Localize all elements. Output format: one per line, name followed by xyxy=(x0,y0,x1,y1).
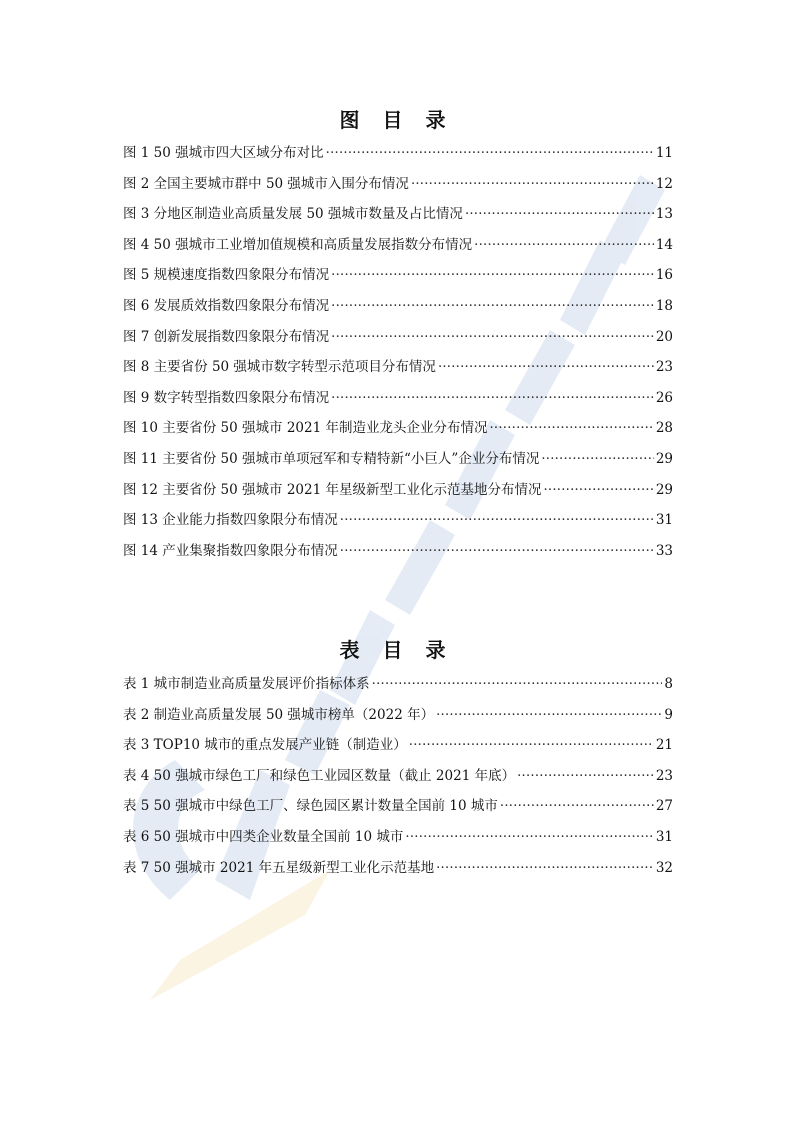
figure-entry-label: 图 7 创新发展指数四象限分布情况 xyxy=(123,328,330,345)
table-entry-label: 表 1 城市制造业高质量发展评价指标体系 xyxy=(123,676,370,692)
figure-entry-page-number: 29 xyxy=(655,481,673,498)
dot-leader xyxy=(340,510,654,524)
dot-leader xyxy=(474,235,654,249)
figure-entry-page-number: 28 xyxy=(655,420,673,437)
figure-entry-label: 图 10 主要省份 50 强城市 2021 年制造业龙头企业分布情况 xyxy=(123,420,488,437)
figure-entry-label: 图 14 产业集聚指数四象限分布情况 xyxy=(123,542,338,559)
table-entry[interactable] xyxy=(123,827,673,858)
dot-leader xyxy=(436,705,662,719)
figure-entry[interactable] xyxy=(123,143,673,174)
watermark-yellow-strokes xyxy=(150,870,330,1000)
figure-entry-label: 图 13 企业能力指数四象限分布情况 xyxy=(123,512,338,529)
dot-leader xyxy=(411,174,654,188)
dot-leader xyxy=(405,827,653,841)
figure-entry-page-number: 18 xyxy=(655,297,673,314)
figure-entry-label: 图 12 主要省份 50 强城市 2021 年星级新型工业化示范基地分布情况 xyxy=(123,481,542,498)
table-entry[interactable] xyxy=(123,674,673,705)
table-entry-page-number: 21 xyxy=(655,737,673,754)
dot-leader xyxy=(331,327,654,341)
figure-entry[interactable] xyxy=(123,357,673,388)
figure-entry-label: 图 11 主要省份 50 强城市单项冠军和专精特新“小巨人”企业分布情况 xyxy=(123,450,540,467)
table-entry-label: 表 4 50 强城市绿色工厂和绿色工业园区数量（截止 2021 年底） xyxy=(123,767,516,784)
table-entry[interactable] xyxy=(123,705,673,736)
dot-leader xyxy=(500,796,654,810)
table-entry-label: 表 5 50 强城市中绿色工厂、绿色园区累计数量全国前 10 城市 xyxy=(123,798,498,815)
table-entry-page-number: 9 xyxy=(664,706,673,723)
figure-entry-page-number: 33 xyxy=(655,542,673,559)
figures-list xyxy=(123,143,673,571)
figure-entry-label: 图 5 规模速度指数四象限分布情况 xyxy=(123,267,330,284)
figure-entry[interactable] xyxy=(123,265,673,296)
figure-entry-page-number: 11 xyxy=(655,145,673,161)
dot-leader xyxy=(331,265,654,279)
figure-entry-page-number: 26 xyxy=(655,389,673,406)
table-entry-page-number: 23 xyxy=(655,767,673,784)
table-entry-page-number: 31 xyxy=(655,828,673,845)
figure-entry[interactable] xyxy=(123,449,673,480)
figure-entry-page-number: 12 xyxy=(655,175,673,192)
table-entry-label: 表 6 50 强城市中四类企业数量全国前 10 城市 xyxy=(123,828,404,845)
figure-entry[interactable] xyxy=(123,510,673,541)
table-entry-page-number: 27 xyxy=(655,798,673,815)
dot-leader xyxy=(326,143,654,157)
table-entry[interactable] xyxy=(123,796,673,827)
dot-leader xyxy=(517,766,654,780)
table-entry-page-number: 8 xyxy=(664,676,673,692)
figure-entry[interactable] xyxy=(123,204,673,235)
figure-entry-label: 图 6 发展质效指数四象限分布情况 xyxy=(123,297,330,314)
figure-entry-label: 图 1 50 强城市四大区域分布对比 xyxy=(123,145,324,161)
figure-entry[interactable] xyxy=(123,327,673,358)
table-entry-label: 表 7 50 强城市 2021 年五星级新型工业化示范基地 xyxy=(123,859,435,876)
table-entry[interactable] xyxy=(123,735,673,766)
table-entry[interactable] xyxy=(123,858,673,889)
dot-leader xyxy=(436,858,654,872)
figures-list-title: 图 目 录 xyxy=(339,108,454,132)
dot-leader xyxy=(438,357,654,371)
table-entry-label: 表 2 制造业高质量发展 50 强城市榜单（2022 年） xyxy=(123,706,435,723)
tables-list-title: 表 目 录 xyxy=(339,638,454,662)
figure-entry[interactable] xyxy=(123,480,673,511)
figure-entry[interactable] xyxy=(123,174,673,205)
dot-leader xyxy=(465,204,654,218)
figure-entry-label: 图 2 全国主要城市群中 50 强城市入围分布情况 xyxy=(123,175,409,192)
figure-entry-page-number: 13 xyxy=(655,206,673,223)
table-entry-label: 表 3 TOP10 城市的重点发展产业链（制造业） xyxy=(123,737,407,754)
figure-entry-page-number: 23 xyxy=(655,359,673,376)
dot-leader xyxy=(331,388,654,402)
figure-entry-label: 图 9 数字转型指数四象限分布情况 xyxy=(123,389,330,406)
figure-entry[interactable] xyxy=(123,296,673,327)
dot-leader xyxy=(340,541,654,555)
dot-leader xyxy=(541,449,653,463)
tables-list xyxy=(123,674,673,888)
figure-entry-page-number: 20 xyxy=(655,328,673,345)
figure-entry-page-number: 29 xyxy=(655,450,673,467)
figure-entry-label: 图 4 50 强城市工业增加值规模和高质量发展指数分布情况 xyxy=(123,236,473,253)
dot-leader xyxy=(409,735,654,749)
figure-entry-page-number: 14 xyxy=(655,236,673,253)
dot-leader xyxy=(331,296,654,310)
table-entry[interactable] xyxy=(123,766,673,797)
dot-leader xyxy=(372,674,663,688)
dot-leader xyxy=(489,418,653,432)
figure-entry[interactable] xyxy=(123,235,673,266)
figure-entry[interactable] xyxy=(123,541,673,572)
dot-leader xyxy=(543,480,653,494)
table-entry-page-number: 32 xyxy=(655,859,673,876)
figure-entry-label: 图 8 主要省份 50 强城市数字转型示范项目分布情况 xyxy=(123,359,436,376)
figure-entry[interactable] xyxy=(123,388,673,419)
figure-entry-page-number: 16 xyxy=(655,267,673,284)
figure-entry-page-number: 31 xyxy=(655,512,673,529)
figure-entry-label: 图 3 分地区制造业高质量发展 50 强城市数量及占比情况 xyxy=(123,206,463,223)
figure-entry[interactable] xyxy=(123,418,673,449)
